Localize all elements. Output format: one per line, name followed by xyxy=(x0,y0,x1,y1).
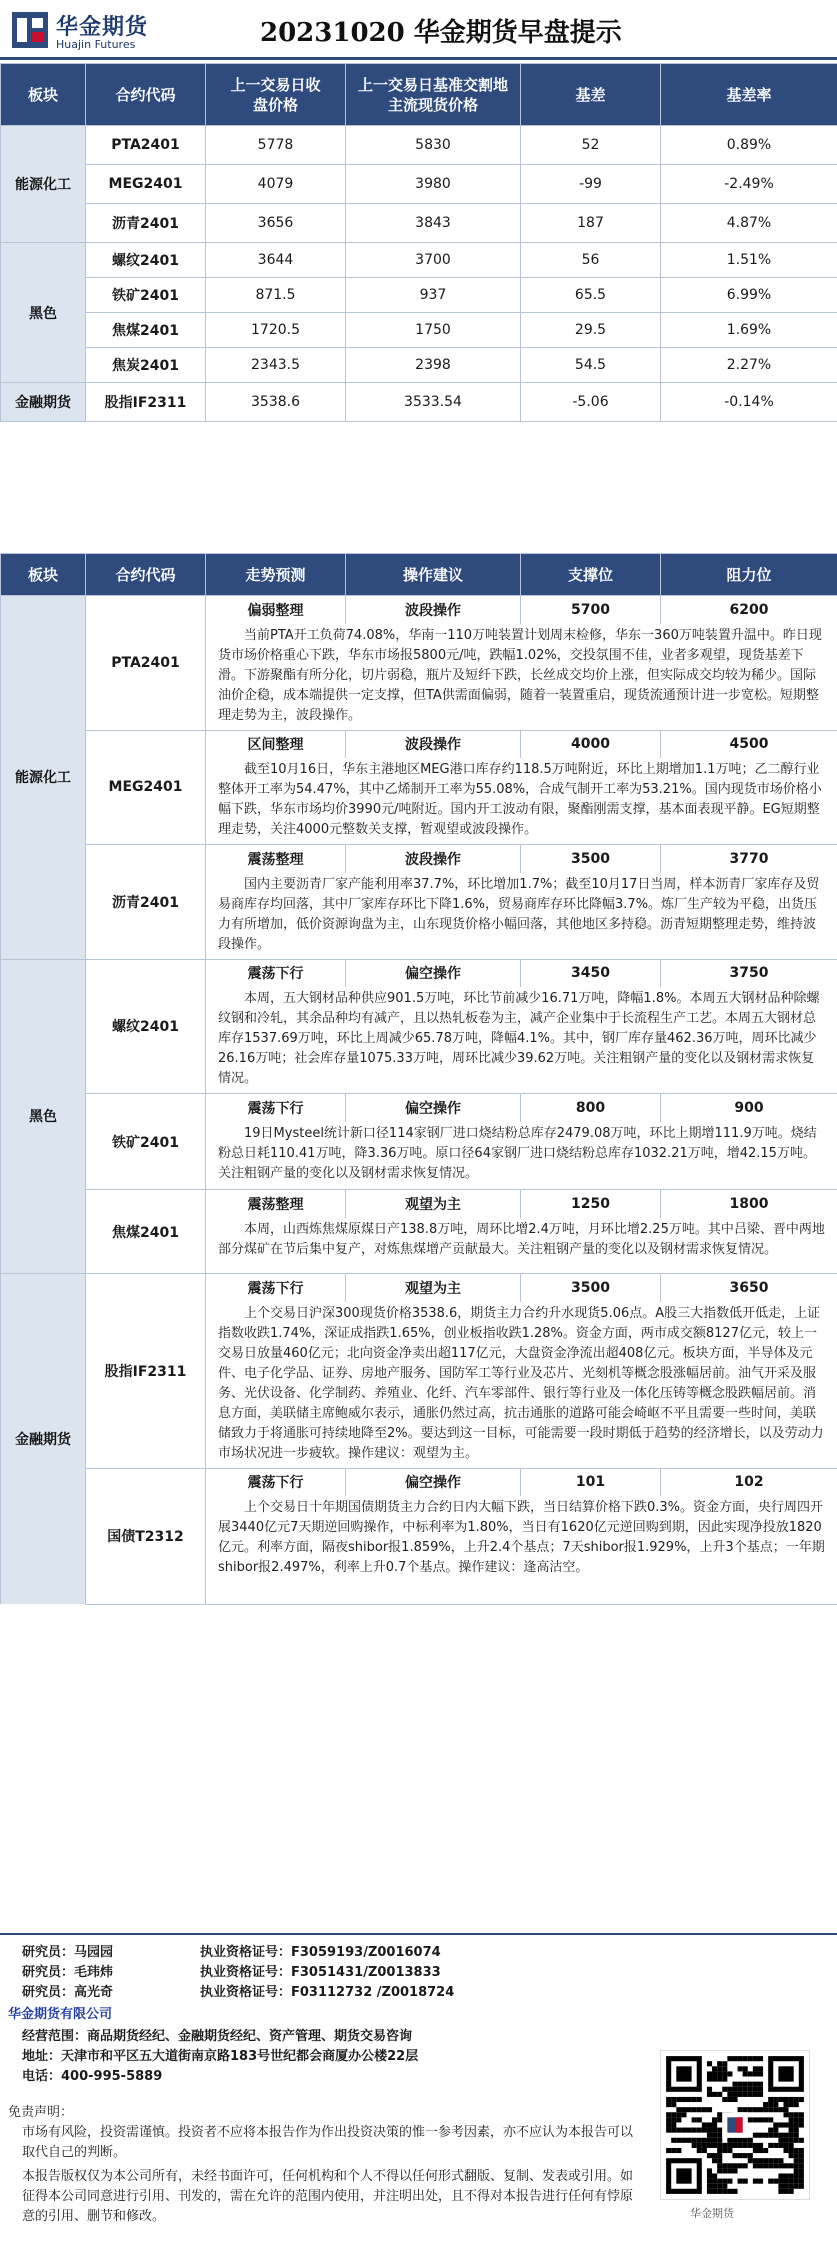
qr-code-label: 华金期货 xyxy=(690,2207,734,2220)
basis-value: 52 xyxy=(521,126,661,165)
basis-value: -99 xyxy=(521,165,661,204)
forecast-row xyxy=(1,1468,837,1496)
trend-forecast: 偏弱整理 xyxy=(206,596,346,624)
basis-value: 54.5 xyxy=(521,348,661,383)
company-address: 地址：天津市和平区五大道街南京路183号世纪都会商厦办公楼22层 xyxy=(22,2049,419,2064)
resistance-level: 3770 xyxy=(661,845,837,873)
col-basis-rate: 基差率 xyxy=(661,64,837,126)
basis-row xyxy=(1,126,837,165)
basis-value: 187 xyxy=(521,204,661,243)
forecast-table-header xyxy=(1,554,837,596)
forecast-row xyxy=(1,959,837,987)
market-analysis-text: 本周，山西炼焦煤原煤日产138.8万吨，周环比增2.4万吨，月环比增2.25万吨。其中吕梁、晋中两地部分煤矿在节后集中复产，对炼焦煤增产贡献最大。关注粗钢产量的变化以及钢材需求恢复情况。 xyxy=(206,1218,837,1274)
resistance-level: 3750 xyxy=(661,959,837,987)
company-name: 华金期货有限公司 xyxy=(8,2007,113,2022)
spot-price: 2398 xyxy=(346,348,521,383)
spot-price: 3843 xyxy=(346,204,521,243)
disclaimer-risk: 市场有风险，投资需谨慎。投资者不应将本报告作为作出投资决策的惟一参考因素，亦不应认为本报告可以取代自己的判断。 xyxy=(22,2125,634,2160)
contract-code: 沥青2401 xyxy=(86,204,206,243)
support-level: 5700 xyxy=(521,596,661,624)
forecast-row xyxy=(1,596,837,624)
logo-chinese-name: 华金期货 xyxy=(56,15,149,40)
contract-code: 焦炭2401 xyxy=(86,348,206,383)
market-analysis-text: 上个交易日沪深300现货价格3538.6，期货主力合约升水现货5.06点。A股三大指数低开低走，上证指数收跌1.74%，深证成指跌1.65%，创业板指收跌1.28%。资金方面，两市成交额8127亿元，较上一交易日放量460亿元；北向资金净卖出超117亿元，大盘资金净流出超408亿元。板块方面，半导体及元件、电子化学品、证券、房地产服务、国防军工等行业及芯片、光刻机等概念股涨幅居前。油气开采及服务、光伏设备、化学制药、养殖业、化纤、汽车零部件、银行等行业及一体化压铸等概念股跌幅居前。消息方面，美联储主席鲍威尔表示，通胀仍然过高，抗击通胀的道路可能会崎岖不平且需要一些时间，美联储致力于将通胀可持续地降至2%。要达到这一目标，可能需要一段时期低于趋势的经济增长，以及劳动力市场状况进一步疲软。操作建议：观望为主。 xyxy=(206,1302,837,1469)
trend-forecast: 震荡下行 xyxy=(206,1094,346,1122)
market-analysis-text: 19日Mysteel统计新口径114家钢厂进口烧结粉总库存2479.08万吨，环比上期增111.9万吨。烧结粉总日耗110.41万吨，降3.36万吨。原口径64家钢厂进口烧结粉总库存1032.21万吨，增42.15万吨。关注粗钢产量的变化以及钢材需求恢复情况。 xyxy=(206,1122,837,1190)
business-scope: 经营范围：商品期货经纪、金融期货经纪、资产管理、期货交易咨询 xyxy=(22,2029,413,2044)
col-spot: 上一交易日基准交割地主流现货价格 xyxy=(346,64,521,126)
close-price: 4079 xyxy=(206,165,346,204)
sector-cell: 金融期货 xyxy=(1,383,86,422)
basis-rate: -0.14% xyxy=(661,383,837,422)
support-level: 1250 xyxy=(521,1190,661,1218)
col-sector: 板块 xyxy=(1,554,86,596)
basis-rate: 1.51% xyxy=(661,243,837,278)
operation-advice: 波段操作 xyxy=(346,730,521,758)
operation-advice: 偏空操作 xyxy=(346,1468,521,1496)
basis-table-header xyxy=(1,64,837,126)
company-logo xyxy=(12,8,162,52)
spot-price: 3980 xyxy=(346,165,521,204)
contract-code: 沥青2401 xyxy=(86,845,206,960)
report-header xyxy=(0,0,837,60)
col-basis: 基差 xyxy=(521,64,661,126)
basis-rate: 4.87% xyxy=(661,204,837,243)
col-resistance: 阻力位 xyxy=(661,554,837,596)
close-price: 1720.5 xyxy=(206,313,346,348)
support-level: 800 xyxy=(521,1094,661,1122)
market-analysis-text: 本周，五大钢材品种供应901.5万吨，环比节前减少16.71万吨，降幅1.8%。本周五大钢材品种除螺纹钢和冷轧，其余品种均有减产，且以热轧板卷为主，减产企业集中于长流程生产工艺。本周五大钢材总库存1537.69万吨，环比上周减少65.78万吨，降幅4.1%。其中，钢厂库存量462.36万吨，周环比减少26.16万吨；社会库存量1075.33万吨，周环比减少39.62万吨。关注粗钢产量的变化以及钢材需求恢复情况。 xyxy=(206,987,837,1094)
resistance-level: 3650 xyxy=(661,1274,837,1302)
basis-rate: 6.99% xyxy=(661,278,837,313)
trend-forecast: 震荡下行 xyxy=(206,959,346,987)
sector-cell: 黑色 xyxy=(1,959,86,1274)
spot-price: 3533.54 xyxy=(346,383,521,422)
close-price: 5778 xyxy=(206,126,346,165)
operation-advice: 偏空操作 xyxy=(346,959,521,987)
basis-row xyxy=(1,348,837,383)
report-title: 20231020 华金期货早盘提示 xyxy=(260,18,622,48)
logo-mark-icon xyxy=(12,12,48,48)
sector-cell: 能源化工 xyxy=(1,126,86,243)
basis-rate: 1.69% xyxy=(661,313,837,348)
market-analysis-text: 当前PTA开工负荷74.08%，华南一110万吨装置计划周末检修，华东一360万吨装置升温中。昨日现货市场价格重心下跌，华东市场报5800元/吨，跌幅1.02%，交投氛围不佳，业者多观望，现货基差下滑。下游聚酯有所分化，切片弱稳，瓶片及短纤下跌，长丝成交均价上涨，但实际成交均较为稀少。国际油价企稳，成本端提供一定支撑，但TA供需面偏弱，随着一装置重启，现货流通预计进一步宽松。短期整理走势为主，波段操作。 xyxy=(206,624,837,731)
basis-value: 29.5 xyxy=(521,313,661,348)
contract-code: 股指IF2311 xyxy=(86,1274,206,1469)
sector-cell: 黑色 xyxy=(1,243,86,383)
col-trend: 走势预测 xyxy=(206,554,346,596)
basis-row xyxy=(1,383,837,422)
trend-forecast: 震荡整理 xyxy=(206,845,346,873)
spot-price: 3700 xyxy=(346,243,521,278)
contract-code: PTA2401 xyxy=(86,596,206,731)
operation-advice: 观望为主 xyxy=(346,1190,521,1218)
resistance-level: 4500 xyxy=(661,730,837,758)
disclaimer-title: 免责声明： xyxy=(8,2105,74,2120)
operation-advice: 观望为主 xyxy=(346,1274,521,1302)
basis-value: 56 xyxy=(521,243,661,278)
forecast-row xyxy=(1,1274,837,1302)
contract-code: 焦煤2401 xyxy=(86,1190,206,1274)
resistance-level: 1800 xyxy=(661,1190,837,1218)
researcher-cert: 执业资格证号：F03112732 /Z0018724 xyxy=(200,1985,455,2000)
basis-row xyxy=(1,313,837,348)
researcher-cert: 执业资格证号：F3051431/Z0013833 xyxy=(200,1965,441,1980)
qr-code-icon xyxy=(660,2050,810,2200)
close-price: 3656 xyxy=(206,204,346,243)
logo-english-name: Huajin Futures xyxy=(56,38,136,51)
forecast-row xyxy=(1,730,837,758)
spot-price: 5830 xyxy=(346,126,521,165)
basis-rate: -2.49% xyxy=(661,165,837,204)
col-code: 合约代码 xyxy=(86,554,206,596)
spot-price: 937 xyxy=(346,278,521,313)
trend-forecast: 震荡下行 xyxy=(206,1274,346,1302)
operation-advice: 波段操作 xyxy=(346,596,521,624)
support-level: 3500 xyxy=(521,1274,661,1302)
forecast-row xyxy=(1,845,837,873)
contract-code: MEG2401 xyxy=(86,730,206,845)
close-price: 3538.6 xyxy=(206,383,346,422)
sector-cell: 能源化工 xyxy=(1,596,86,960)
forecast-table xyxy=(0,553,837,1605)
basis-table xyxy=(0,63,837,422)
contract-code: PTA2401 xyxy=(86,126,206,165)
contract-code: 国债T2312 xyxy=(86,1468,206,1604)
basis-row xyxy=(1,243,837,278)
trend-forecast: 区间整理 xyxy=(206,730,346,758)
forecast-row xyxy=(1,1094,837,1122)
col-advice: 操作建议 xyxy=(346,554,521,596)
basis-value: 65.5 xyxy=(521,278,661,313)
sector-cell: 金融期货 xyxy=(1,1274,86,1605)
forecast-row xyxy=(1,1190,837,1218)
researcher-name: 研究员：马园园 xyxy=(22,1945,114,1960)
basis-row xyxy=(1,278,837,313)
col-close: 上一交易日收盘价格 xyxy=(206,64,346,126)
close-price: 871.5 xyxy=(206,278,346,313)
market-analysis-text: 上个交易日十年期国债期货主力合约日内大幅下跌，当日结算价格下跌0.3%。资金方面，央行周四开展3440亿元7天期逆回购操作，中标利率为1.80%，当日有1620亿元逆回购到期，因此实现净投放1820亿元。利率方面，隔夜shibor报1.859%，上升2.4个基点；7天shibor报1.929%，上升3个基点；一年期shibor报2.497%，利率上升0.7个基点。操作建议：逢高沽空。 xyxy=(206,1496,837,1604)
contract-code: 螺纹2401 xyxy=(86,243,206,278)
operation-advice: 偏空操作 xyxy=(346,1094,521,1122)
spot-price: 1750 xyxy=(346,313,521,348)
basis-row xyxy=(1,204,837,243)
trend-forecast: 震荡整理 xyxy=(206,1190,346,1218)
resistance-level: 900 xyxy=(661,1094,837,1122)
contract-code: 铁矿2401 xyxy=(86,278,206,313)
market-analysis-text: 截至10月16日，华东主港地区MEG港口库存约118.5万吨附近，环比上期增加1.1万吨；乙二醇行业整体开工率为54.47%，其中乙烯制开工率为55.08%，合成气制开工率为53.21%。国内现货市场价格小幅下跌，华东市场均价3990元/吨附近。国内开工波动有限，聚酯刚需支撑，基本面表现平静。EG短期整理走势，关注4000元整数关支撑，暂观望或波段操作。 xyxy=(206,758,837,845)
close-price: 2343.5 xyxy=(206,348,346,383)
support-level: 4000 xyxy=(521,730,661,758)
company-phone: 电话：400-995-5889 xyxy=(22,2069,163,2084)
basis-row xyxy=(1,165,837,204)
col-code: 合约代码 xyxy=(86,64,206,126)
contract-code: MEG2401 xyxy=(86,165,206,204)
report-footer xyxy=(0,1933,837,2261)
researcher-cert: 执业资格证号：F3059193/Z0016074 xyxy=(200,1945,441,1960)
support-level: 3450 xyxy=(521,959,661,987)
contract-code: 股指IF2311 xyxy=(86,383,206,422)
market-analysis-text: 国内主要沥青厂家产能利用率37.7%，环比增加1.7%；截至10月17日当周，样本沥青厂家库存及贸易商库存均回落，其中厂家库存环比下降1.6%，贸易商库存环比降幅3.7%。炼厂生产较为平稳，出货压力有所增加，低价资源询盘为主，山东现货价格小幅回落，其他地区多持稳。沥青短期整理走势，维持波段操作。 xyxy=(206,873,837,960)
contract-code: 铁矿2401 xyxy=(86,1094,206,1190)
support-level: 101 xyxy=(521,1468,661,1496)
trend-forecast: 震荡下行 xyxy=(206,1468,346,1496)
contract-code: 螺纹2401 xyxy=(86,959,206,1094)
close-price: 3644 xyxy=(206,243,346,278)
support-level: 3500 xyxy=(521,845,661,873)
contract-code: 焦煤2401 xyxy=(86,313,206,348)
operation-advice: 波段操作 xyxy=(346,845,521,873)
disclaimer-copyright: 本报告版权仅为本公司所有，未经书面许可，任何机构和个人不得以任何形式翻版、复制、发表或引用。如征得本公司同意进行引用、刊发的，需在允许的范围内使用，并注明出处，且不得对本报告进行任何有悖原意的引用、删节和修改。 xyxy=(22,2169,634,2224)
researcher-name: 研究员：毛玮炜 xyxy=(22,1965,114,1980)
col-support: 支撑位 xyxy=(521,554,661,596)
basis-rate: 2.27% xyxy=(661,348,837,383)
basis-value: -5.06 xyxy=(521,383,661,422)
resistance-level: 6200 xyxy=(661,596,837,624)
col-sector: 板块 xyxy=(1,64,86,126)
researcher-name: 研究员：高光奇 xyxy=(22,1985,114,2000)
resistance-level: 102 xyxy=(661,1468,837,1496)
basis-rate: 0.89% xyxy=(661,126,837,165)
